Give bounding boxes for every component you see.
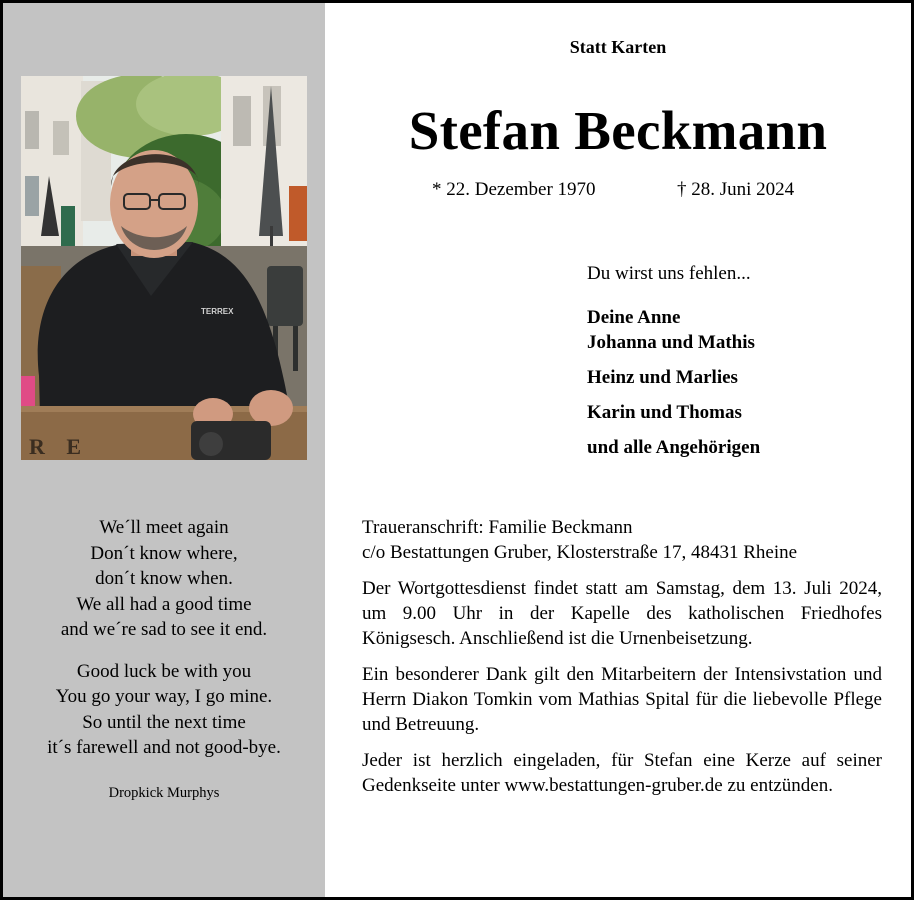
mourner: Johanna und Mathis (587, 332, 755, 353)
header-text: Statt Karten (569, 37, 667, 57)
address (362, 515, 882, 565)
service-paragraph: Der Wortgottesdienst findet statt am Samstag, dem 13. Juli 2024, um 9.00 Uhr in der Kapelle des katholischen Friedhofes Königsesch. Anschließend ist die Urnenbeisetzung. (362, 578, 882, 649)
candle-paragraph: Jeder ist herzlich eingeladen, für Stefan eine Kerze auf seiner Gedenkseite unter www.bestattungen-gruber.de zu entzünden. (362, 750, 882, 796)
mourner: Karin und Thomas (587, 402, 742, 423)
poem-line: it´s farewell and not good-bye. (47, 737, 281, 758)
poem-stanza-2 (3, 659, 325, 761)
death-date: † 28. Juni 2024 (677, 179, 795, 200)
mourners-list (587, 305, 760, 460)
right-panel (325, 3, 911, 897)
poem-line: don´t know when. (95, 568, 233, 589)
poem-line: We all had a good time (76, 593, 252, 615)
deceased-name: Stefan Beckmann (408, 100, 828, 161)
poem-line: and we´re sad to see it end. (60, 619, 268, 640)
poem-credit: Dropkick Murphys (108, 785, 220, 801)
poem-line: So until the next time (82, 711, 246, 733)
address-line-1: Traueranschrift: Familie Beckmann (362, 517, 633, 538)
jacket-logo: TERREX (201, 307, 234, 316)
address-line-2: c/o Bestattungen Gruber, Klosterstraße 17, 48431 Rheine (362, 542, 798, 563)
poem-line: Don´t know where, (90, 542, 238, 564)
poem (3, 515, 325, 777)
mourner: Deine Anne (587, 307, 681, 328)
left-panel (3, 3, 325, 897)
mourner: und alle Angehörigen (587, 437, 761, 458)
portrait-photo (21, 76, 307, 460)
thanks-paragraph: Ein besonderer Dank gilt den Mitarbeitern der Intensivstation und Herrn Diakon Tomkin vom Mathias Spital für die liebevolle Pflege und Betreuung. (362, 664, 882, 735)
body-text (362, 515, 882, 809)
poem-stanza-1 (3, 515, 325, 643)
poem-line: Good luck be with you (76, 660, 252, 682)
poem-line: You go your way, I go mine. (55, 686, 273, 707)
poem-line: We´ll meet again (99, 517, 229, 538)
table-letters: R E (29, 434, 90, 459)
miss-line: Du wirst uns fehlen... (587, 263, 751, 284)
birth-date: * 22. Dezember 1970 (432, 179, 596, 200)
mourner: Heinz und Marlies (587, 367, 738, 388)
